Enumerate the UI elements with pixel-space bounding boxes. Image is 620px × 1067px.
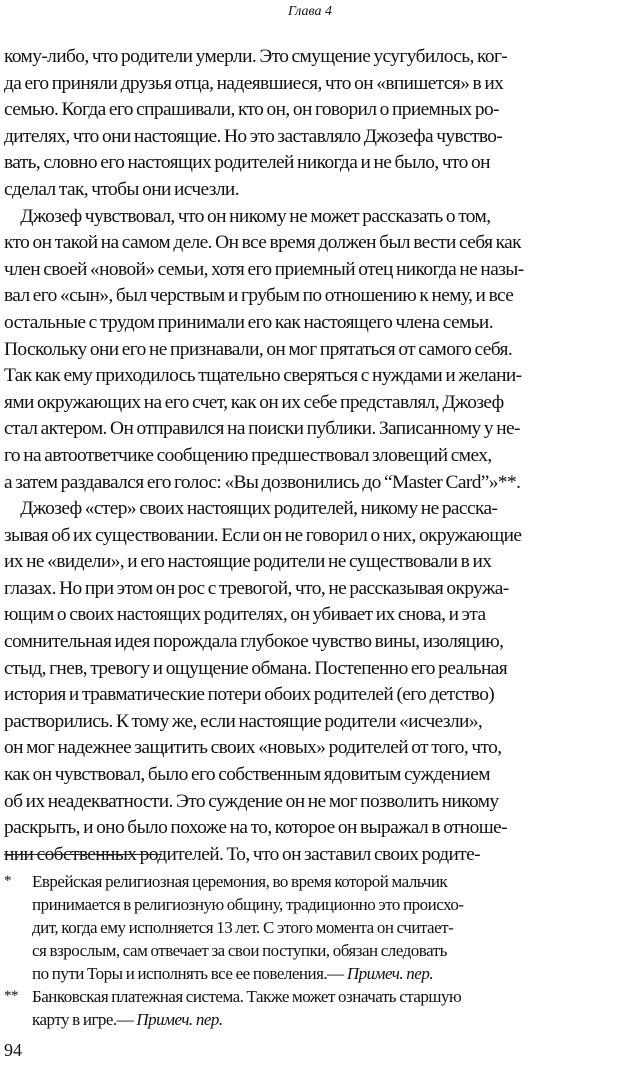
text-line: стал актером. Он отправился на поиски публики. Записанному у не- bbox=[4, 418, 520, 440]
text-line: зывая об их существовании. Если он не говорил о них, окружающие bbox=[4, 524, 522, 546]
footnote-line: ся взрослым, сам отвечает за свои поступки, обязан следовать bbox=[32, 941, 447, 960]
text-line: сомнительная идея порождала глубокое чувство вины, изоляцию, bbox=[4, 631, 504, 653]
text-line: вал его «сын», был черствым и грубым по отношению к нему, и все bbox=[4, 285, 514, 307]
footnote-line: Еврейская религиозная церемония, во время которой мальчик bbox=[32, 872, 448, 891]
text-line: ями окружающих на его счет, как он их себе представлял, Джозеф bbox=[4, 391, 504, 413]
footnote-marker: ** bbox=[4, 988, 18, 1004]
text-line: как он чувствовал, было его собственным ядовитым суждением bbox=[4, 764, 490, 786]
text-line: член своей «новой» семьи, хотя его приемный отец никогда не назы- bbox=[4, 258, 524, 280]
text-line: Поскольку они его не признавали, он мог прятаться от самого себя. bbox=[4, 338, 513, 360]
text-line: Так как ему приходилось тщательно сверяться с нуждами и желани- bbox=[4, 365, 522, 387]
text-line: кто он такой на самом деле. Он все время должен был вести себя как bbox=[4, 232, 521, 254]
text-line: семью. Когда его спрашивали, кто он, он говорил о приемных ро- bbox=[4, 99, 499, 121]
text-line: Джозеф чувствовал, что он никому не может рассказать о том, bbox=[4, 205, 491, 227]
text-line: сделал так, чтобы они исчезли. bbox=[4, 178, 239, 200]
text-line: глазах. Но при этом он рос с тревогой, что, не рассказывая окружа- bbox=[4, 577, 509, 599]
text-line: растворились. К тому же, если настоящие родители «исчезли», bbox=[4, 710, 483, 732]
footnotes bbox=[4, 870, 614, 1031]
text-line: го на автоответчике сообщению предшествовал зловещий смех, bbox=[4, 444, 492, 466]
footnote-line: дит, когда ему исполняется 13 лет. С этого момента он считает- bbox=[32, 918, 454, 937]
text-line: история и травматические потери обоих родителей (его детство) bbox=[4, 684, 495, 706]
text-line: их не «видели», и его настоящие родители не существовали в их bbox=[4, 551, 492, 573]
footnote-text: по пути Торы и исполнять все ее повеления.— bbox=[32, 964, 347, 983]
footnote-line: Банковская платежная система. Также может означать старшую bbox=[32, 987, 462, 1006]
footnote-line bbox=[32, 1008, 614, 1031]
footnote-1 bbox=[4, 870, 614, 985]
text-line: вать, словно его настоящих родителей никогда и не было, что он bbox=[4, 152, 490, 174]
footnote-marker: * bbox=[4, 873, 11, 889]
footnote-line bbox=[32, 962, 614, 985]
text-line: об их неадекватности. Это суждение он не мог позволить никому bbox=[4, 790, 499, 812]
text-line: раскрыть, и оно было похоже на то, которое он выражал в отноше- bbox=[4, 817, 507, 839]
translator-note: Примеч. пер. bbox=[136, 1010, 223, 1029]
running-header: Глава 4 bbox=[288, 4, 332, 19]
footnote-text: карту в игре.— bbox=[32, 1010, 137, 1029]
text-line: дителях, что они настоящие. Но это заставляло Джозефа чувство- bbox=[4, 125, 503, 147]
text-line: да его приняли друзья отца, надеявшиеся, что он «впишется» в их bbox=[4, 72, 504, 94]
text-line: Джозеф «стер» своих настоящих родителей, никому не расска- bbox=[4, 498, 498, 520]
text-line: а затем раздавался его голос: «Вы дозвонились до “Master Card”»**. bbox=[4, 471, 521, 493]
footnote-divider bbox=[4, 854, 162, 855]
text-line: стыд, гнев, тревогу и ощущение обмана. Постепенно его реальная bbox=[4, 657, 508, 679]
translator-note: Примеч. пер. bbox=[346, 964, 434, 983]
text-line: остальные с трудом принимали его как настоящего члена семьи. bbox=[4, 311, 493, 333]
footnote-2 bbox=[4, 985, 614, 1031]
text-line: ющим о своих настоящих родителях, он убивает их снова, и эта bbox=[4, 604, 486, 626]
footnote-line: принимается в религиозную общину, традиционно это происхо- bbox=[32, 895, 464, 914]
page-number: 94 bbox=[4, 1040, 22, 1060]
main-text bbox=[4, 44, 612, 868]
text-line: кому-либо, что родители умерли. Это смущение усугубилось, ког- bbox=[4, 46, 508, 67]
text-line: он мог надежнее защитить своих «новых» родителей от того, что, bbox=[4, 737, 502, 759]
text-line: нии собственных родителей. То, что он заставил своих родите- bbox=[4, 843, 481, 865]
